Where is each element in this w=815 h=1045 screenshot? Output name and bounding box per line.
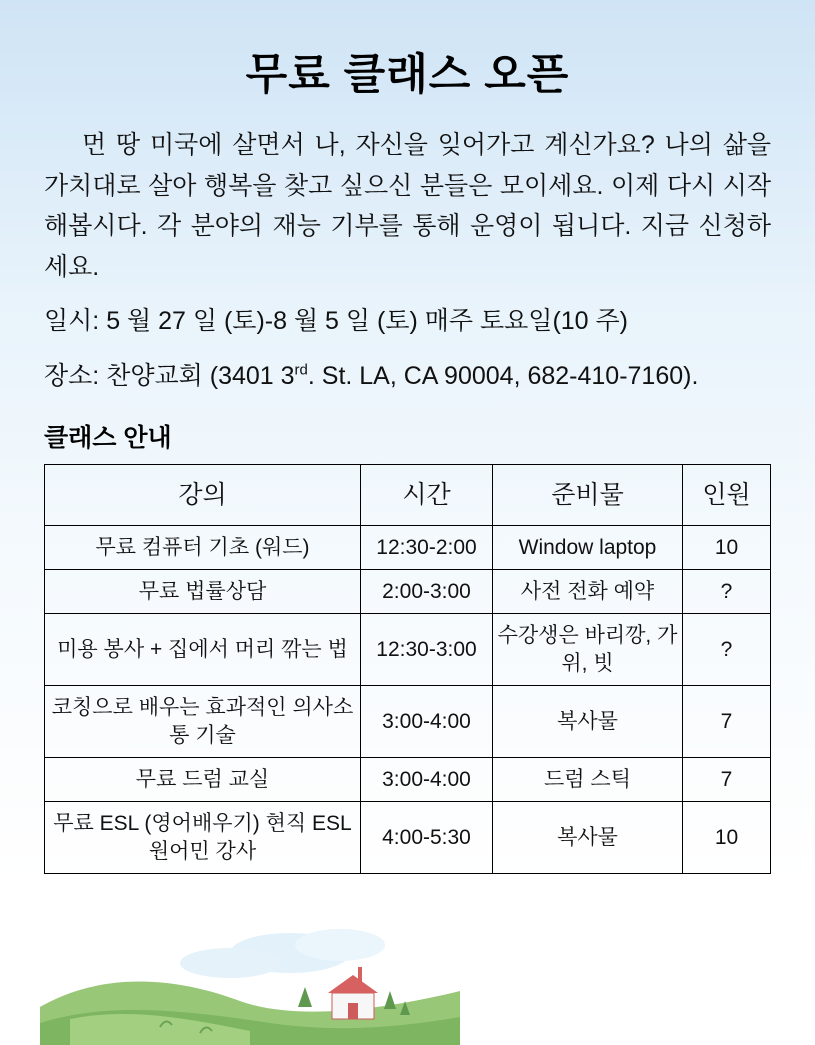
cell-course: 코칭으로 배우는 효과적인 의사소통 기술 — [45, 686, 361, 758]
cell-capacity: ? — [683, 614, 771, 686]
cell-items: 사전 전화 예약 — [493, 570, 683, 614]
table-row — [45, 614, 771, 686]
table-row — [45, 686, 771, 758]
cell-items: 복사물 — [493, 686, 683, 758]
intro-paragraph: 먼 땅 미국에 살면서 나, 자신을 잊어가고 계신가요? 나의 삶을 가치대로 살아 행복을 찾고 싶으신 분들은 모이세요. 이제 다시 시작해봅시다. 각 분야의 재능 기부를 통해 운영이 됩니다. 지금 신청하세요. — [44, 131, 771, 281]
page-title: 무료 클래스 오픈 — [245, 51, 570, 99]
cell-items: 복사물 — [493, 802, 683, 874]
cell-items: 드럼 스틱 — [493, 758, 683, 802]
table-row — [45, 526, 771, 570]
column-header-course: 강의 — [45, 465, 361, 526]
cell-capacity: 10 — [683, 526, 771, 570]
table-row — [45, 570, 771, 614]
table-header-row — [45, 465, 771, 526]
cell-course: 무료 법률상담 — [45, 570, 361, 614]
cell-time: 3:00-4:00 — [361, 686, 493, 758]
cell-course: 무료 컴퓨터 기초 (워드) — [45, 526, 361, 570]
cell-time: 4:00-5:30 — [361, 802, 493, 874]
cell-time: 12:30-2:00 — [361, 526, 493, 570]
cell-capacity: ? — [683, 570, 771, 614]
cell-items: 수강생은 바리깡, 가위, 빗 — [493, 614, 683, 686]
cell-time: 3:00-4:00 — [361, 758, 493, 802]
column-header-capacity: 인원 — [683, 465, 771, 526]
class-schedule-table — [44, 464, 771, 874]
cell-course: 무료 ESL (영어배우기) 현직 ESL 원어민 강사 — [45, 802, 361, 874]
column-header-items: 준비물 — [493, 465, 683, 526]
cell-course: 미용 봉사 + 집에서 머리 깎는 법 — [45, 614, 361, 686]
cell-time: 2:00-3:00 — [361, 570, 493, 614]
cell-course: 무료 드럼 교실 — [45, 758, 361, 802]
table-row — [45, 802, 771, 874]
cell-capacity: 7 — [683, 686, 771, 758]
date-line: 일시: 5 월 27 일 (토)-8 월 5 일 (토) 매주 토요일(10 주) — [44, 307, 628, 336]
column-header-time: 시간 — [361, 465, 493, 526]
table-heading: 클래스 안내 — [44, 424, 172, 453]
watercolor-landscape-illustration — [40, 915, 460, 1045]
place-ordinal-suffix: rd — [294, 361, 308, 379]
place-suffix: . St. LA, CA 90004, 682-410-7160). — [307, 361, 699, 390]
place-line — [44, 356, 771, 397]
cell-capacity: 10 — [683, 802, 771, 874]
cell-capacity: 7 — [683, 758, 771, 802]
cell-time: 12:30-3:00 — [361, 614, 493, 686]
place-prefix: 장소: 찬양교회 (3401 3 — [44, 361, 295, 390]
table-row — [45, 758, 771, 802]
cell-items: Window laptop — [493, 526, 683, 570]
